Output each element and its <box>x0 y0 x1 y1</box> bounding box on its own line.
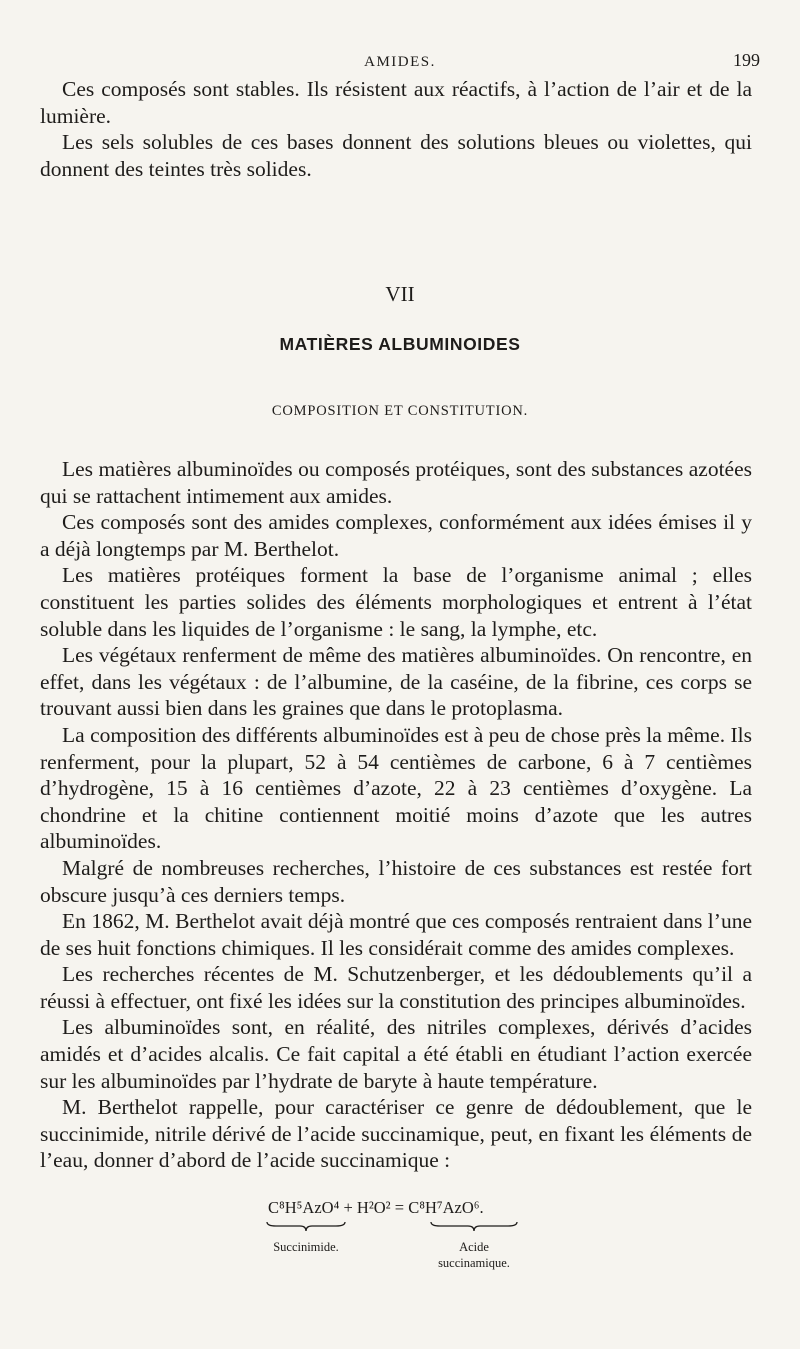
formula-water: H²O² <box>356 1198 391 1217</box>
section-number: VII <box>385 282 415 306</box>
paragraph: M. Berthelot rappelle, pour caractériser ce genre de dédoublement, que le succinimide, nitrile dérivé de l’acide succinamique, peut, en fixant les éléments de l’eau, donner d’abord de l’acide succinamique : <box>40 1095 752 1173</box>
paragraph: En 1862, M. Berthelot avait déjà montré que ces composés rentraient dans l’une de ses huit fonctions chimiques. Il les considérait comme des amides complexes. <box>40 909 752 960</box>
label-succinimide: Succinimide. <box>273 1240 339 1254</box>
paragraph: Les recherches récentes de M. Schutzenberger, et les dédoublements qu’il a réussi à effectuer, ont fixé les idées sur la constitution des principes albuminoïdes. <box>40 962 752 1013</box>
paragraph: Les matières protéiques forment la base de l’organisme animal ; elles constituent les parties solides des éléments morphologiques et entrent à l’état soluble dans les liquides de l’organisme : le sang, la lymphe, etc. <box>40 563 752 641</box>
paragraph: Malgré de nombreuses recherches, l’histoire de ces substances est restée fort obscure jusqu’à ces derniers temps. <box>40 855 752 907</box>
plus-sign: + <box>343 1198 353 1217</box>
paragraph: Les sels solubles de ces bases donnent des solutions bleues ou violettes, qui donnent des teintes très solides. <box>40 130 752 181</box>
running-header <box>0 50 800 74</box>
paragraph: Les matières albuminoïdes ou composés protéiques, sont des substances azotées qui se rattachent intimement aux amides. <box>40 457 752 508</box>
section-title: MATIÈRES ALBUMINOIDES <box>279 334 521 354</box>
paragraph: La composition des différents albuminoïdes est à peu de chose près la même. Ils renferment, pour la plupart, 52 à 54 centièmes de carbone, 6 à 7 centièmes d’hydrogène, 15 à 16 centièmes d’azote, 22 à 23 centièmes d’oxygène. La chondrine et la chitine contiennent moitié moins d’azote que les autres albuminoïdes. <box>40 722 752 854</box>
page-number: 199 <box>733 50 760 70</box>
label-acid-line1: Acide <box>459 1240 489 1254</box>
equals-sign: = <box>394 1198 405 1217</box>
underbrace-icon <box>266 1220 346 1232</box>
label-acid-line2: succinamique. <box>438 1256 510 1270</box>
formula-succinamic-acid: C⁸H⁷AzO⁶. <box>408 1198 484 1217</box>
section-subtitle: COMPOSITION ET CONSTITUTION. <box>271 403 529 419</box>
running-title: AMIDES. <box>364 54 436 70</box>
formula-succinimide: C⁸H⁵AzO⁴ <box>268 1198 340 1217</box>
paragraph: Les végétaux renferment de même des matières albuminoïdes. On rencontre, en effet, dans les végétaux : de l’albumine, de la caséine, de la fibrine, ces corps se trouvant aussi bien dans les graines que dans le protoplasma. <box>40 643 752 721</box>
paragraph: Les albuminoïdes sont, en réalité, des nitriles complexes, dérivés d’acides amidés et d’acides alcalis. Ce fait capital a été établi en étudiant l’action exercée sur les albuminoïdes par l’hydrate de baryte à haute température. <box>40 1015 752 1093</box>
underbrace-icon <box>430 1220 510 1232</box>
intro-text <box>40 76 752 182</box>
equation-line <box>268 1198 484 1218</box>
paragraph: Ces composés sont stables. Ils résistent aux réactifs, à l’action de l’air et de la lumière. <box>40 77 752 128</box>
paragraph: Ces composés sont des amides complexes, conformément aux idées émises il y a déjà longtemps par M. Berthelot. <box>40 510 752 561</box>
body-text <box>40 456 752 1174</box>
